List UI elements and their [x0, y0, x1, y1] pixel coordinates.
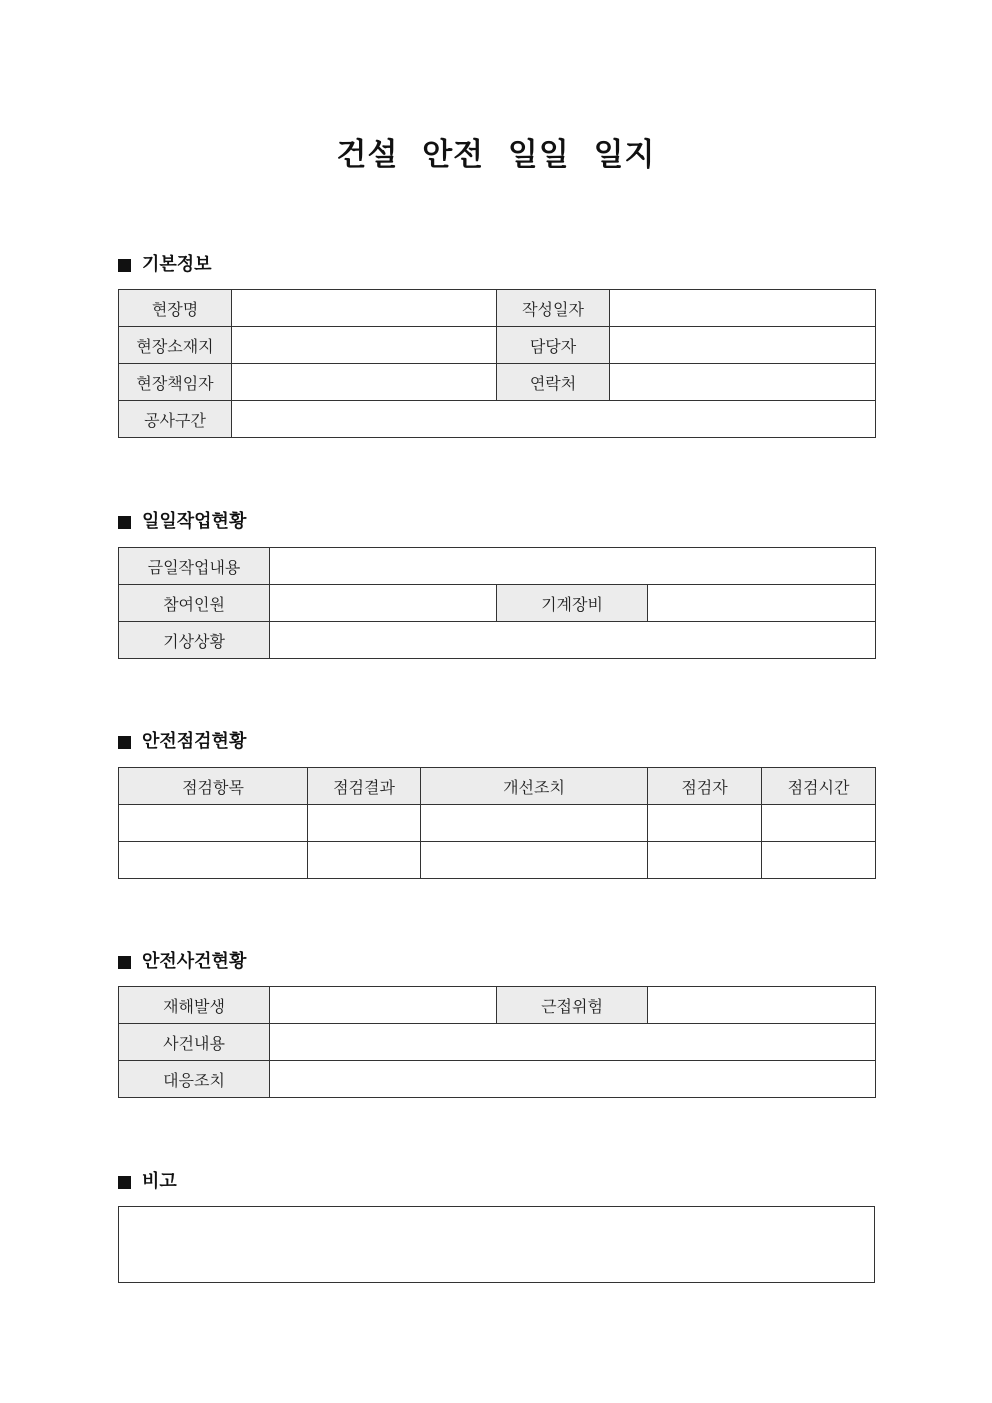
corrective-action-cell[interactable] [421, 842, 648, 879]
inspector-cell[interactable] [648, 805, 762, 842]
work-content-label: 금일작업내용 [119, 548, 270, 585]
table-row [119, 622, 876, 659]
person-in-charge-field[interactable] [610, 327, 876, 364]
corrective-action-cell[interactable] [421, 805, 648, 842]
table-row [119, 805, 876, 842]
table-row [119, 401, 876, 438]
safety-inspection-table [118, 767, 876, 879]
section-heading-safety-incidents [118, 950, 246, 974]
section-heading-label: 안전점검현황 [142, 731, 247, 752]
construction-section-field[interactable] [232, 401, 876, 438]
site-name-field[interactable] [232, 290, 497, 327]
inspector-cell[interactable] [648, 842, 762, 879]
table-row [119, 290, 876, 327]
daily-work-table [118, 547, 876, 659]
accident-label: 재해발생 [119, 987, 270, 1024]
weather-field[interactable] [270, 622, 876, 659]
square-bullet-icon [118, 956, 131, 969]
near-miss-label: 근접위험 [497, 987, 648, 1024]
site-name-label: 현장명 [119, 290, 232, 327]
near-miss-field[interactable] [648, 987, 876, 1024]
remarks-field[interactable] [118, 1206, 875, 1283]
table-row [119, 327, 876, 364]
table-row [119, 364, 876, 401]
equipment-label: 기계장비 [497, 585, 648, 622]
section-heading-label: 기본정보 [142, 254, 212, 275]
section-heading-basic-info [118, 253, 212, 277]
inspection-item-cell[interactable] [119, 805, 308, 842]
site-location-label: 현장소재지 [119, 327, 232, 364]
response-field[interactable] [270, 1061, 876, 1098]
contact-label: 연락처 [497, 364, 610, 401]
table-row [119, 987, 876, 1024]
inspection-time-cell[interactable] [762, 842, 876, 879]
response-label: 대응조치 [119, 1061, 270, 1098]
square-bullet-icon [118, 516, 131, 529]
table-header-row [119, 768, 876, 805]
accident-field[interactable] [270, 987, 497, 1024]
column-header-inspection-item: 점검항목 [119, 768, 308, 805]
site-manager-label: 현장책임자 [119, 364, 232, 401]
weather-label: 기상상황 [119, 622, 270, 659]
section-heading-daily-work [118, 510, 246, 534]
document-title: 건설 안전 일일 일지 [336, 137, 656, 173]
work-content-field[interactable] [270, 548, 876, 585]
table-row [119, 548, 876, 585]
column-header-inspector: 점검자 [648, 768, 762, 805]
square-bullet-icon [118, 259, 131, 272]
incident-detail-field[interactable] [270, 1024, 876, 1061]
construction-section-label: 공사구간 [119, 401, 232, 438]
contact-field[interactable] [610, 364, 876, 401]
table-row [119, 1061, 876, 1098]
section-heading-safety-inspection [118, 730, 246, 754]
site-location-field[interactable] [232, 327, 497, 364]
basic-info-table [118, 289, 876, 438]
column-header-inspection-result: 점검결과 [308, 768, 421, 805]
inspection-item-cell[interactable] [119, 842, 308, 879]
section-heading-label: 비고 [142, 1171, 177, 1192]
personnel-label: 참여인원 [119, 585, 270, 622]
incident-detail-label: 사건내용 [119, 1024, 270, 1061]
inspection-time-cell[interactable] [762, 805, 876, 842]
table-row [119, 842, 876, 879]
date-label: 작성일자 [497, 290, 610, 327]
column-header-corrective-action: 개선조치 [421, 768, 648, 805]
person-in-charge-label: 담당자 [497, 327, 610, 364]
table-row [119, 1024, 876, 1061]
site-manager-field[interactable] [232, 364, 497, 401]
inspection-result-cell[interactable] [308, 805, 421, 842]
section-heading-label: 안전사건현황 [142, 951, 247, 972]
square-bullet-icon [118, 736, 131, 749]
square-bullet-icon [118, 1176, 131, 1189]
equipment-field[interactable] [648, 585, 876, 622]
date-field[interactable] [610, 290, 876, 327]
inspection-result-cell[interactable] [308, 842, 421, 879]
section-heading-remarks [118, 1170, 177, 1194]
personnel-field[interactable] [270, 585, 497, 622]
section-heading-label: 일일작업현황 [142, 511, 247, 532]
table-row [119, 585, 876, 622]
column-header-inspection-time: 점검시간 [762, 768, 876, 805]
safety-incidents-table [118, 986, 876, 1098]
